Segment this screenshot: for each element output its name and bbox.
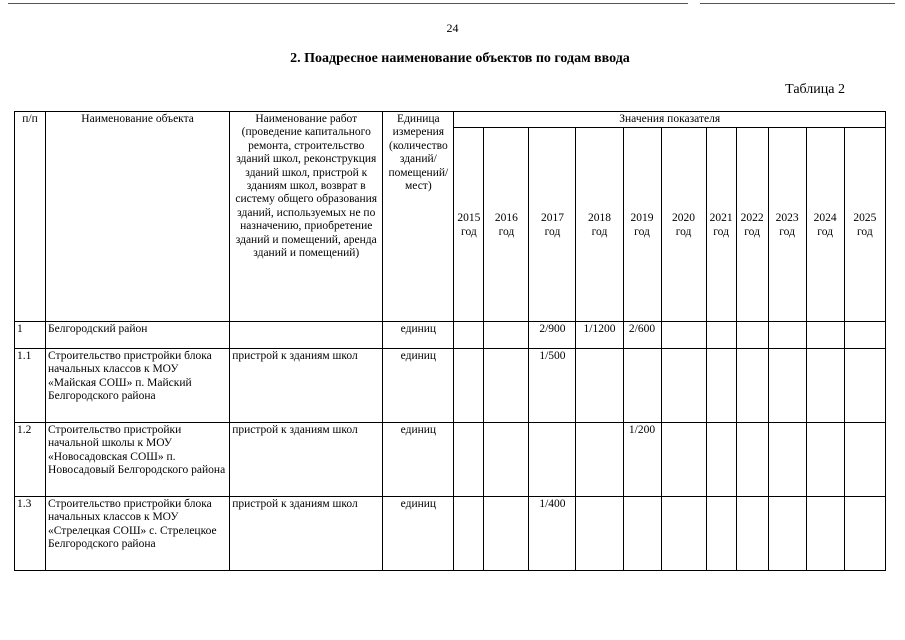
header-year-2021: 2021 год bbox=[706, 128, 736, 322]
cell-num: 1.3 bbox=[15, 497, 46, 571]
cell-value-2019: 2/600 bbox=[623, 322, 661, 349]
header-values-group: Значения показателя bbox=[454, 112, 886, 128]
header-year-2020: 2020 год bbox=[661, 128, 706, 322]
cell-works: пристрой к зданиям школ bbox=[230, 497, 383, 571]
table-row-region bbox=[15, 322, 886, 349]
header-year-2022: 2022 год bbox=[736, 128, 768, 322]
document-title: 2. Поадресное наименование объектов по годам ввода bbox=[290, 51, 630, 66]
header-year-2025: 2025 год bbox=[844, 128, 885, 322]
top-rule-right bbox=[700, 3, 895, 4]
cell-value-2017: 1/500 bbox=[529, 349, 576, 423]
header-year-2024: 2024 год bbox=[806, 128, 844, 322]
cell-object: Строительство пристройки блока начальных классов к МОУ «Майская СОШ» п. Майский Белгородского района bbox=[46, 349, 230, 423]
header-year-2018: 2018 год bbox=[576, 128, 623, 322]
cell-value-2018 bbox=[576, 349, 623, 423]
cell-unit: единиц bbox=[383, 322, 454, 349]
cell-object: Белгородский район bbox=[46, 322, 230, 349]
cell-value-2021 bbox=[706, 322, 736, 349]
cell-value-2025 bbox=[844, 423, 885, 497]
cell-value-2015 bbox=[454, 322, 484, 349]
cell-value-2016 bbox=[484, 322, 529, 349]
cell-value-2015 bbox=[454, 497, 484, 571]
cell-value-2020 bbox=[661, 423, 706, 497]
cell-value-2020 bbox=[661, 349, 706, 423]
cell-num: 1 bbox=[15, 322, 46, 349]
cell-value-2023 bbox=[768, 497, 806, 571]
cell-value-2016 bbox=[484, 497, 529, 571]
table-row bbox=[15, 423, 886, 497]
cell-value-2020 bbox=[661, 497, 706, 571]
cell-value-2020 bbox=[661, 322, 706, 349]
cell-unit: единиц bbox=[383, 423, 454, 497]
cell-works: пристрой к зданиям школ bbox=[230, 349, 383, 423]
cell-works: пристрой к зданиям школ bbox=[230, 423, 383, 497]
cell-value-2021 bbox=[706, 497, 736, 571]
header-works: Наименование работ (проведение капитального ремонта, строительство зданий школ, реконструкция зданий школ, пристрой к зданиям школ, возврат в систему общего образования зданий, используемых не по назначению, приобретение зданий и помещений, аренда зданий и помещений) bbox=[230, 112, 383, 322]
cell-value-2023 bbox=[768, 423, 806, 497]
cell-value-2019: 1/200 bbox=[623, 423, 661, 497]
header-year-2017: 2017 год bbox=[529, 128, 576, 322]
table-row bbox=[15, 349, 886, 423]
header-num: п/п bbox=[15, 112, 46, 322]
cell-value-2019 bbox=[623, 497, 661, 571]
cell-value-2016 bbox=[484, 349, 529, 423]
cell-value-2025 bbox=[844, 322, 885, 349]
header-unit: Единица измерения (количество зданий/ помещений/ мест) bbox=[383, 112, 454, 322]
cell-value-2019 bbox=[623, 349, 661, 423]
cell-value-2024 bbox=[806, 497, 844, 571]
header-year-2023: 2023 год bbox=[768, 128, 806, 322]
top-rule-left bbox=[8, 3, 688, 4]
cell-value-2015 bbox=[454, 423, 484, 497]
cell-value-2015 bbox=[454, 349, 484, 423]
cell-num: 1.2 bbox=[15, 423, 46, 497]
cell-object: Строительство пристройки блока начальных классов к МОУ «Стрелецкая СОШ» с. Стрелецкое Белгородского района bbox=[46, 497, 230, 571]
cell-value-2025 bbox=[844, 349, 885, 423]
page-number: 24 bbox=[446, 21, 459, 35]
cell-value-2018 bbox=[576, 423, 623, 497]
cell-value-2022 bbox=[736, 322, 768, 349]
cell-value-2016 bbox=[484, 423, 529, 497]
cell-value-2023 bbox=[768, 349, 806, 423]
cell-value-2022 bbox=[736, 497, 768, 571]
table-row bbox=[15, 497, 886, 571]
cell-value-2018: 1/1200 bbox=[576, 322, 623, 349]
cell-value-2023 bbox=[768, 322, 806, 349]
cell-unit: единиц bbox=[383, 497, 454, 571]
objects-table bbox=[14, 111, 886, 571]
cell-value-2024 bbox=[806, 349, 844, 423]
cell-value-2018 bbox=[576, 497, 623, 571]
cell-value-2021 bbox=[706, 423, 736, 497]
cell-value-2017 bbox=[529, 423, 576, 497]
cell-value-2024 bbox=[806, 423, 844, 497]
table-label: Таблица 2 bbox=[785, 82, 845, 97]
cell-value-2022 bbox=[736, 349, 768, 423]
cell-unit: единиц bbox=[383, 349, 454, 423]
header-year-2016: 2016 год bbox=[484, 128, 529, 322]
cell-value-2017: 2/900 bbox=[529, 322, 576, 349]
cell-works bbox=[230, 322, 383, 349]
cell-value-2024 bbox=[806, 322, 844, 349]
header-year-2019: 2019 год bbox=[623, 128, 661, 322]
cell-value-2017: 1/400 bbox=[529, 497, 576, 571]
cell-value-2021 bbox=[706, 349, 736, 423]
cell-object: Строительство пристройки начальной школы к МОУ «Новосадовская СОШ» п. Новосадовый Белгородского района bbox=[46, 423, 230, 497]
cell-num: 1.1 bbox=[15, 349, 46, 423]
header-year-2015: 2015 год bbox=[454, 128, 484, 322]
header-object: Наименование объекта bbox=[46, 112, 230, 322]
cell-value-2025 bbox=[844, 497, 885, 571]
cell-value-2022 bbox=[736, 423, 768, 497]
